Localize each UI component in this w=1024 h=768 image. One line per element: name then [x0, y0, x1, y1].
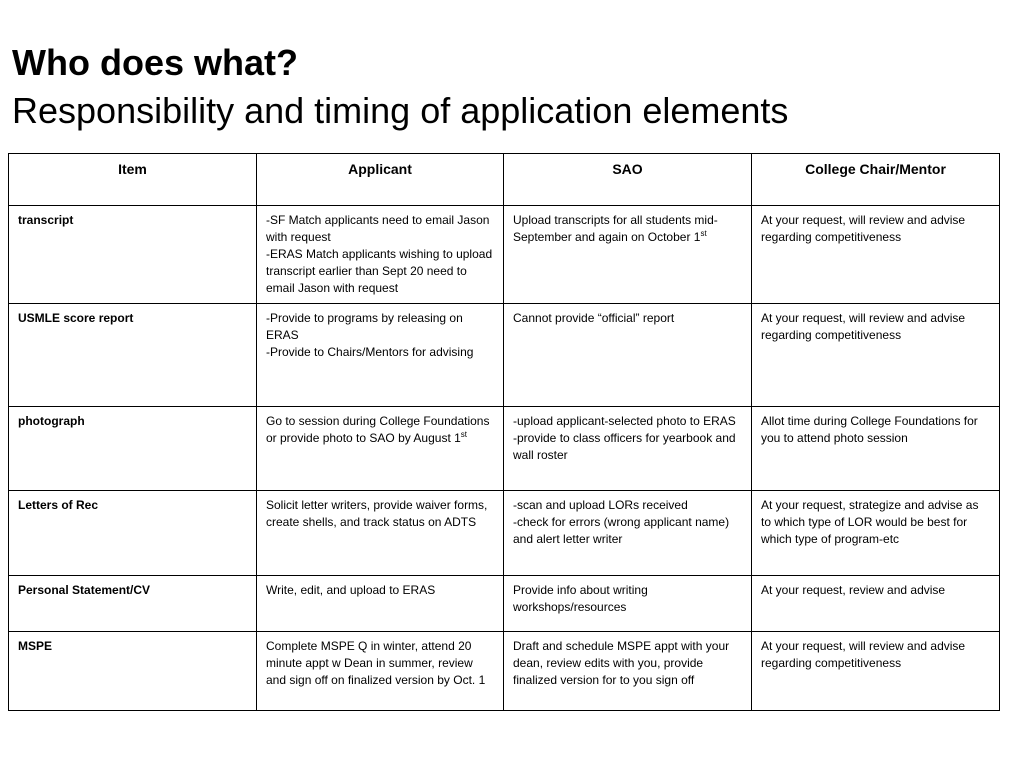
- row-chair: At your request, will review and advise regarding competitiveness: [752, 304, 1000, 407]
- table-row: [9, 206, 1000, 304]
- table-header-row: [9, 154, 1000, 206]
- cell-line: -Provide to Chairs/Mentors for advising: [266, 345, 474, 359]
- row-sao: Draft and schedule MSPE appt with your dean, review edits with you, provide finalized version for to you sign off: [504, 632, 752, 711]
- row-sao: [504, 407, 752, 491]
- slide-title: Who does what?: [12, 42, 298, 83]
- responsibility-table: [8, 153, 1000, 711]
- row-applicant: [257, 206, 504, 304]
- row-item: MSPE: [9, 632, 257, 711]
- header-applicant: Applicant: [257, 154, 504, 206]
- superscript: st: [700, 229, 707, 238]
- header-item: Item: [9, 154, 257, 206]
- row-item: Letters of Rec: [9, 491, 257, 576]
- cell-text: Upload transcripts for all students mid-September and again on October 1: [513, 213, 718, 244]
- superscript: st: [460, 430, 468, 439]
- row-sao: Cannot provide “official” report: [504, 304, 752, 407]
- row-applicant: [257, 407, 504, 491]
- cell-line: -provide to class officers for yearbook and wall roster: [513, 431, 736, 462]
- row-applicant: [257, 304, 504, 407]
- row-applicant: Solicit letter writers, provide waiver forms, create shells, and track status on ADTS: [257, 491, 504, 576]
- row-chair: At your request, strategize and advise as to which type of LOR would be best for which type of program-etc: [752, 491, 1000, 576]
- slide-subtitle: Responsibility and timing of application elements: [12, 90, 789, 131]
- table-row: [9, 632, 1000, 711]
- row-sao: [504, 206, 752, 304]
- cell-line: -ERAS Match applicants wishing to upload transcript earlier than Sept 20 need to email Jason with request: [266, 247, 493, 295]
- row-item: USMLE score report: [9, 304, 257, 407]
- table-row: [9, 407, 1000, 491]
- cell-line: -SF Match applicants need to email Jason with request: [266, 213, 490, 244]
- header-sao: SAO: [504, 154, 752, 206]
- row-applicant: Write, edit, and upload to ERAS: [257, 576, 504, 632]
- cell-line: -scan and upload LORs received: [513, 498, 688, 512]
- cell-line: -Provide to programs by releasing on ERAS: [266, 311, 463, 342]
- slide-title-block: [12, 40, 788, 136]
- row-chair: At your request, will review and advise regarding competitiveness: [752, 632, 1000, 711]
- row-sao: Provide info about writing workshops/resources: [504, 576, 752, 632]
- row-applicant: Complete MSPE Q in winter, attend 20 minute appt w Dean in summer, review and sign off on finalized version by Oct. 1: [257, 632, 504, 711]
- row-item: photograph: [9, 407, 257, 491]
- cell-line: -check for errors (wrong applicant name) and alert letter writer: [513, 515, 730, 546]
- table-row: [9, 576, 1000, 632]
- table-row: [9, 304, 1000, 407]
- row-chair: At your request, review and advise: [752, 576, 1000, 632]
- row-item: Personal Statement/CV: [9, 576, 257, 632]
- header-college-chair-mentor: College Chair/Mentor: [752, 154, 1000, 206]
- table-row: [9, 491, 1000, 576]
- cell-text: Go to session during College Foundations or provide photo to SAO by August 1: [266, 414, 490, 445]
- cell-line: -upload applicant-selected photo to ERAS: [513, 414, 736, 428]
- row-chair: At your request, will review and advise regarding competitiveness: [752, 206, 1000, 304]
- row-chair: Allot time during College Foundations for you to attend photo session: [752, 407, 1000, 491]
- row-sao: [504, 491, 752, 576]
- row-item: transcript: [9, 206, 257, 304]
